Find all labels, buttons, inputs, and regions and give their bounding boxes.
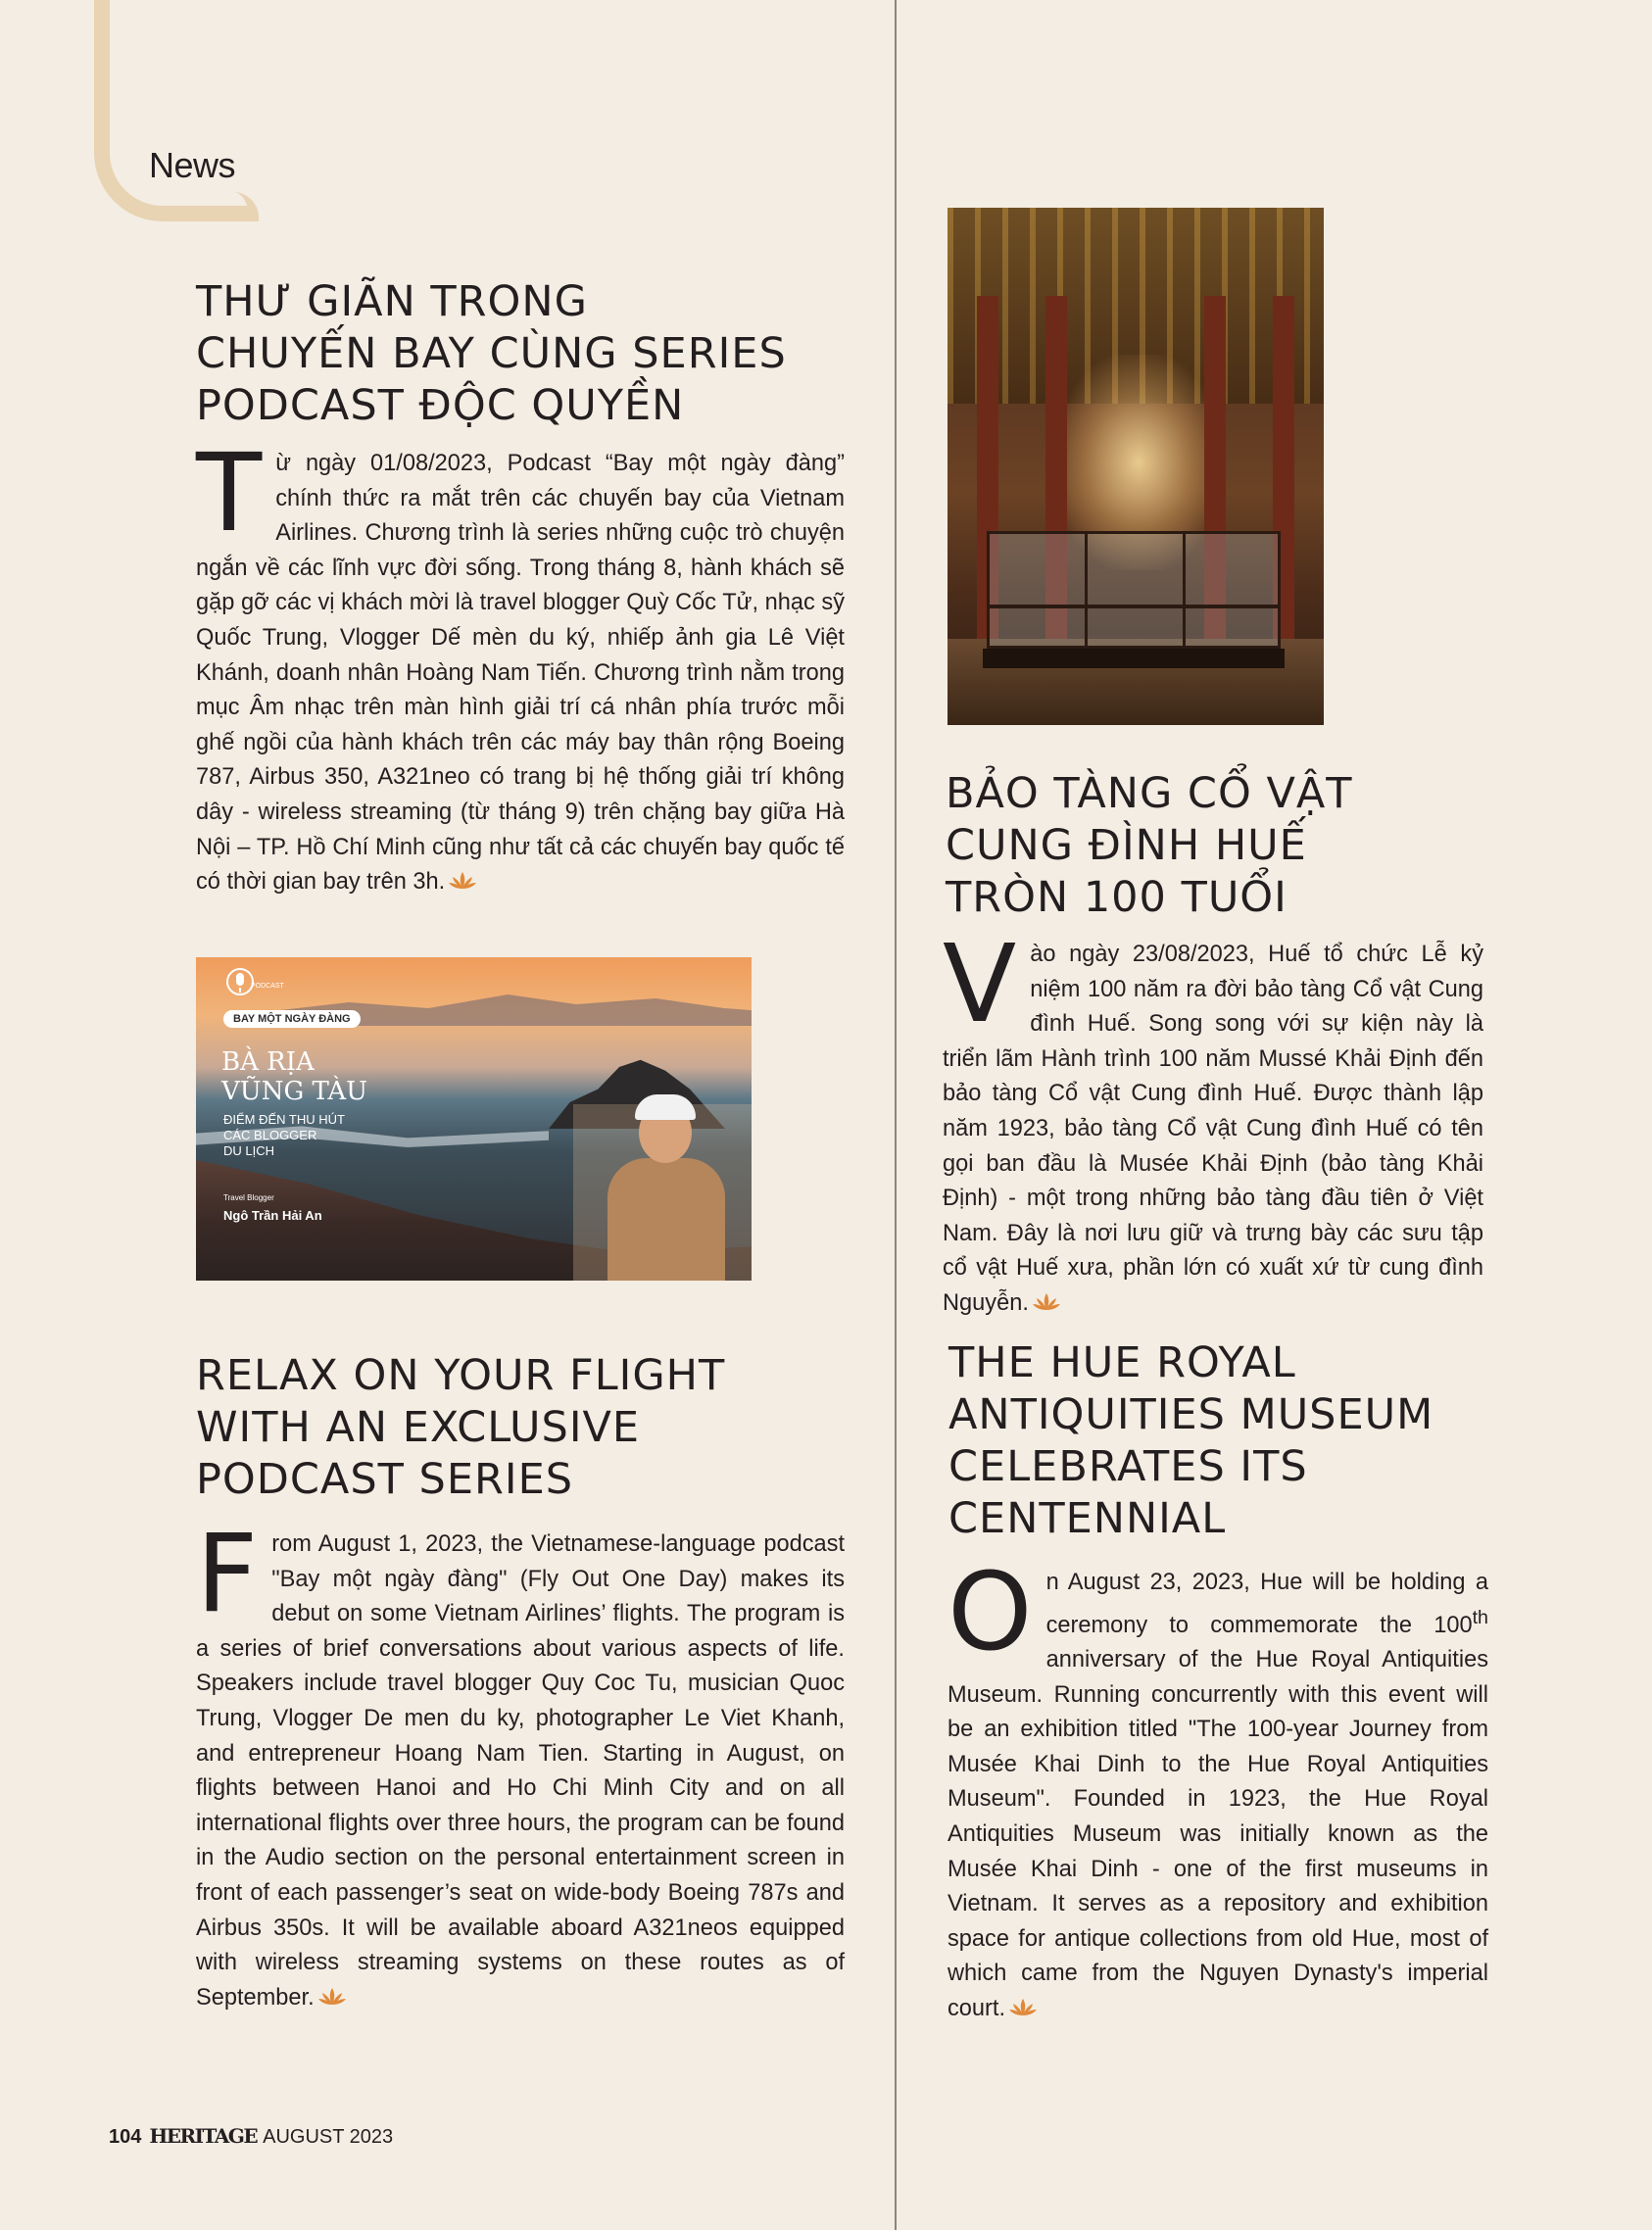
section-bracket-tail bbox=[231, 192, 259, 221]
vi-podcast-body bbox=[196, 430, 845, 900]
vi-podcast-headline: THƯ GIÃN TRONG CHUYẾN BAY CÙNG SERIES PODCAST ĐỘC QUYỀN bbox=[196, 277, 787, 430]
issue-date: AUGUST 2023 bbox=[263, 2126, 394, 2148]
vi-museum-headline: BẢO TÀNG CỔ VẬT CUNG ĐÌNH HUẾ TRÒN 100 TUỔI bbox=[946, 769, 1353, 922]
page-number: 104 bbox=[109, 2126, 142, 2148]
lotus-icon bbox=[1008, 1997, 1038, 2018]
vi-podcast-text: ừ ngày 01/08/2023, Podcast “Bay một ngày đàng” chính thức ra mắt trên các chuyến bay của Vietnam Airlines. Chương trình là series những cuộc trò chuyện ngắn về các lĩnh vực đời sống. Trong tháng 8, hành khách sẽ gặp gỡ các vị khách mời là travel blogger Quỳ Cốc Tử, nhạc sỹ Quốc Trung, Vlogger Dế mèn du ký, nhiếp ảnh gia Lê Việt Khánh, doanh nhân Hoàng Nam Tiến. Chương trình nằm trong mục Âm nhạc trên màn hình giải trí cá nhân phía trước mỗi ghế ngồi của hành khách trên các máy bay thân rộng Boeing 787, Airbus 350, A321neo có trang bị hệ thống giải trí không dây - wireless streaming (từ tháng 9) trên chặng bay giữa Hà Nội – TP. Hồ Chí Minh cũng như tất cả các chuyến bay quốc tế có thời gian bay trên 3h. bbox=[196, 451, 845, 896]
vi-museum-body bbox=[943, 921, 1483, 1322]
page-footer bbox=[109, 2124, 393, 2149]
lotus-icon bbox=[317, 1986, 347, 2008]
host-name: Ngô Trần Hải An bbox=[223, 1208, 322, 1223]
en-museum-body bbox=[947, 1549, 1488, 2027]
en-museum-text-1: n August 23, 2023, Hue will be holding a ceremony to commemorate the 100 bbox=[1045, 1570, 1488, 1638]
magazine-name: HERITAGE bbox=[149, 2124, 258, 2148]
en-podcast-headline: RELAX ON YOUR FLIGHT WITH AN EXCLUSIVE PODCAST SERIES bbox=[196, 1351, 726, 1504]
display-case bbox=[987, 531, 1281, 649]
host-figure bbox=[607, 1158, 725, 1281]
dropcap: O bbox=[947, 1549, 1033, 1674]
section-bracket bbox=[94, 0, 251, 221]
podcast-cover-image bbox=[196, 957, 752, 1281]
museum-interior-photo bbox=[947, 208, 1324, 725]
podcast-title-pill: BAY MỘT NGÀY ĐÀNG bbox=[223, 1010, 361, 1028]
display-case-shelf bbox=[987, 605, 1281, 608]
lotus-icon bbox=[448, 870, 477, 892]
host-role: Travel Blogger bbox=[223, 1193, 274, 1202]
display-case-base bbox=[983, 649, 1285, 668]
display-case-frame bbox=[1085, 531, 1088, 649]
dropcap: F bbox=[196, 1511, 259, 1636]
ordinal-suffix: th bbox=[1472, 1606, 1488, 1628]
dropcap: T bbox=[196, 430, 263, 556]
podcast-brand: PODCAST bbox=[251, 983, 284, 990]
en-podcast-text: rom August 1, 2023, the Vietnamese-language podcast "Bay một ngày đàng" (Fly Out One Day) makes its debut on some Vietnam Airlines’ flights. The program is a series of brief conversations about various aspects of life. Speakers include travel blogger Quy Coc Tu, musician Quoc Trung, Vlogger De men du ky, photographer Le Viet Khanh, and entrepreneur Hoang Nam Tien. Starting in August, on flights between Hanoi and Ho Chi Minh City and on all international flights over three hours, the program can be found in the Audio section on the personal entertainment screen in front of each passenger’s seat on wide-body Boeing 787s and Airbus 350s. It will be available aboard A321neos equipped with wireless streaming systems on these routes as of September. bbox=[196, 1531, 845, 2011]
dropcap: V bbox=[943, 921, 1017, 1046]
en-museum-text-2: anniversary of the Hue Royal Antiquities Museum. Running concurrently with this event will be an exhibition titled "The 100-year Journey from Musée Khai Dinh to the Hue Royal Antiquities Museum". Founded in 1923, the Hue Royal Antiquities Museum was initially known as the Musée Khai Dinh - one of the first museums in Vietnam. It serves as a repository and exhibition space for antique collections from old Hue, most of which came from the Nguyen Dynasty's imperial court. bbox=[947, 1647, 1488, 2021]
host-cap bbox=[635, 1094, 696, 1120]
display-case-frame bbox=[1183, 531, 1186, 649]
lotus-icon bbox=[1032, 1291, 1061, 1313]
en-museum-headline: THE HUE ROYAL ANTIQUITIES MUSEUM CELEBRATES ITS CENTENNIAL bbox=[948, 1338, 1434, 1543]
section-label: News bbox=[149, 145, 236, 185]
episode-tagline: ĐIỂM ĐẾN THU HÚT CÁC BLOGGER DU LỊCH bbox=[223, 1112, 345, 1158]
episode-place: BÀ RỊA VŨNG TÀU bbox=[221, 1047, 368, 1106]
en-podcast-body bbox=[196, 1511, 845, 2015]
column-divider bbox=[895, 0, 897, 2230]
vi-museum-text: ào ngày 23/08/2023, Huế tổ chức Lễ kỷ niệm 100 năm ra đời bảo tàng Cổ vật Cung đình Huế. Song song với sự kiện này là triển lãm Hành trình 100 năm Mussé Khải Định đến bảo tàng Cổ vật Cung đình Huế. Được thành lập năm 1923, bảo tàng Cổ vật Cung đình Huế có tên gọi ban đầu là Musée Khải Định (bảo tàng Khải Định) - một trong những bảo tàng đầu tiên ở Việt Nam. Đây là nơi lưu giữ và trưng bày các sưu tập cổ vật Huế xưa, phần lớn có xuất xứ từ cung đình Nguyễn. bbox=[943, 942, 1483, 1316]
